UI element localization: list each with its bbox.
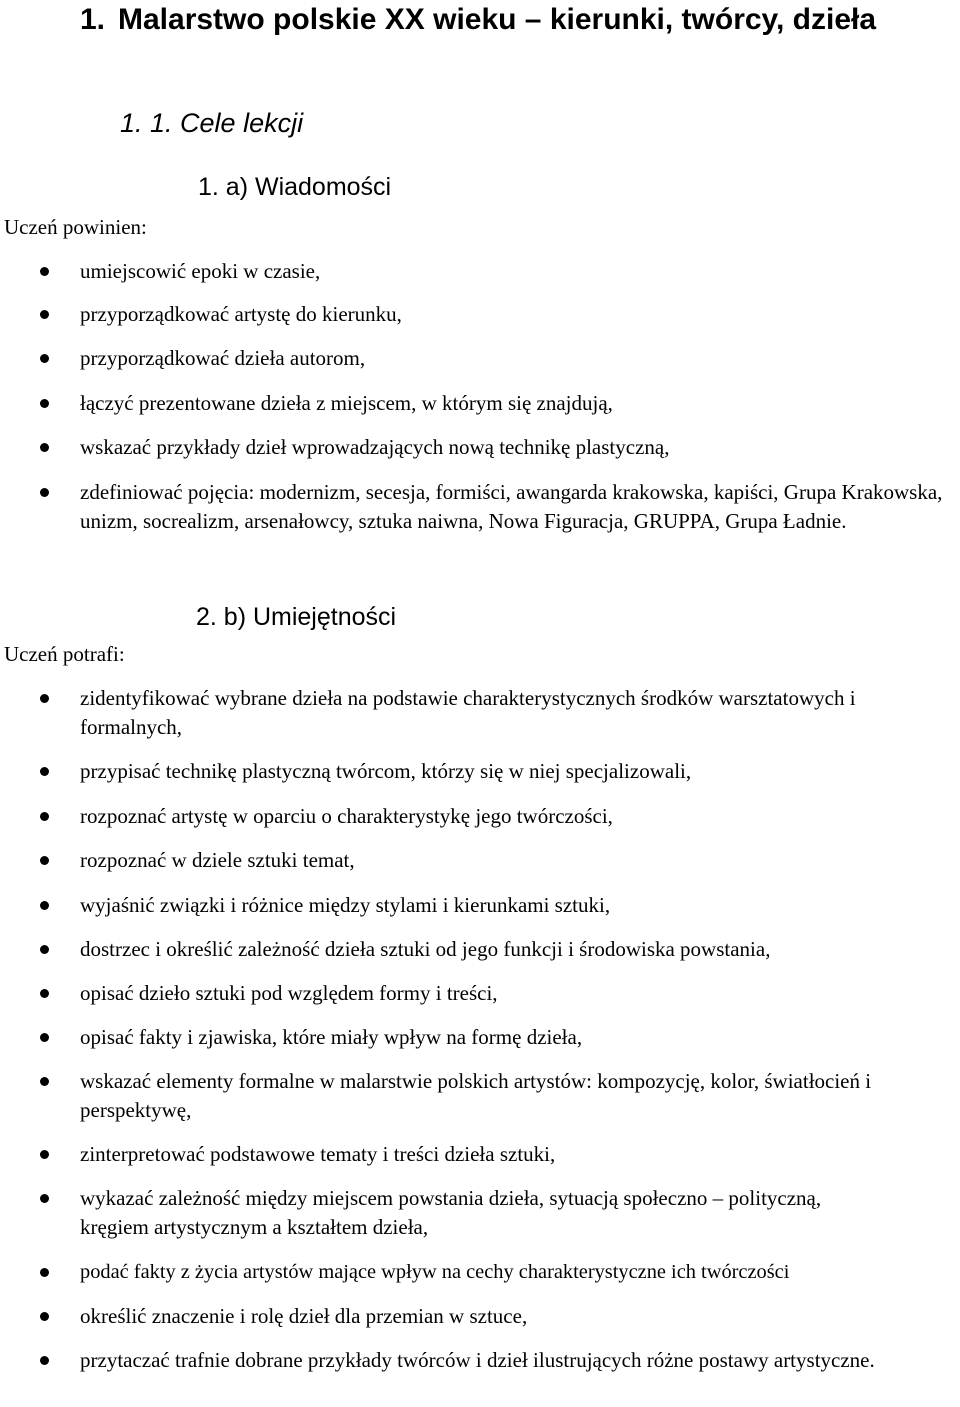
page-title-text: Malarstwo polskie XX wieku – kierunki, twórcy, dzieła — [118, 3, 877, 36]
list-item: wyjaśnić związki i różnice między stylami i kierunkami sztuki, — [80, 891, 960, 920]
page-title — [80, 0, 940, 39]
page-title-number: 1. — [80, 3, 106, 36]
section-heading-lesson-goals: 1. 1. Cele lekcji — [120, 108, 304, 138]
list-item: opisać fakty i zjawiska, które miały wpływ na formę dzieła, — [80, 1023, 960, 1052]
list-item: przyporządkować dzieła autorom, — [80, 344, 960, 373]
skills-lead: Uczeń potrafi: — [4, 642, 125, 666]
bullet-icon — [40, 1194, 49, 1203]
bullet-icon — [40, 310, 49, 319]
knowledge-lead: Uczeń powinien: — [4, 215, 147, 239]
list-item: zidentyfikować wybrane dzieła na podstawie charakterystycznych środków warsztatowych i formalnych, — [80, 684, 860, 742]
list-item: wykazać zależność między miejscem powstania dzieła, sytuacją społeczno – polityczną, kręgiem artystycznym a kształtem dzieła, — [80, 1184, 880, 1242]
list-item: zinterpretować podstawowe tematy i treści dzieła sztuki, — [80, 1140, 960, 1169]
bullet-icon — [40, 1268, 49, 1277]
list-item: dostrzec i określić zależność dzieła sztuki od jego funkcji i środowiska powstania, — [80, 935, 960, 964]
list-item: rozpoznać artystę w oparciu o charakterystykę jego twórczości, — [80, 802, 960, 831]
section-heading-skills: 2. b) Umiejętności — [196, 603, 397, 631]
bullet-icon — [40, 901, 49, 910]
bullet-icon — [40, 443, 49, 452]
bullet-icon — [40, 856, 49, 865]
bullet-icon — [40, 694, 49, 703]
bullet-icon — [40, 812, 49, 821]
list-item: wskazać elementy formalne w malarstwie polskich artystów: kompozycję, kolor, światłocień i perspektywę, — [80, 1067, 920, 1125]
list-item: zdefiniować pojęcia: modernizm, secesja, formiści, awangarda krakowska, kapiści, Grupa Krakowska, unizm, socrealizm, arsenałowcy, sztuka naiwna, Nowa Figuracja, GRUPPA, Grupa Ładnie. — [80, 478, 950, 536]
bullet-icon — [40, 1356, 49, 1365]
list-item: wskazać przykłady dzieł wprowadzających nową technikę plastyczną, — [80, 433, 960, 462]
bullet-icon — [40, 1312, 49, 1321]
list-item: rozpoznać w dziele sztuki temat, — [80, 846, 960, 875]
bullet-icon — [40, 267, 49, 276]
bullet-icon — [40, 945, 49, 954]
bullet-icon — [40, 1077, 49, 1086]
list-item: opisać dzieło sztuki pod względem formy i treści, — [80, 979, 960, 1008]
bullet-icon — [40, 989, 49, 998]
bullet-icon — [40, 1150, 49, 1159]
bullet-icon — [40, 1033, 49, 1042]
list-item: przypisać technikę plastyczną twórcom, którzy się w niej specjalizowali, — [80, 757, 960, 786]
list-item: przytaczać trafnie dobrane przykłady twórców i dzieł ilustrujących różne postawy artystyczne. — [80, 1346, 920, 1375]
list-item: umiejscowić epoki w czasie, — [80, 257, 960, 286]
list-item: określić znaczenie i rolę dzieł dla przemian w sztuce, — [80, 1302, 960, 1331]
list-item: przyporządkować artystę do kierunku, — [80, 300, 960, 329]
list-item: podać fakty z życia artystów mające wpływ na cechy charakterystyczne ich twórczości — [80, 1258, 960, 1287]
bullet-icon — [40, 354, 49, 363]
section-heading-knowledge: 1. a) Wiadomości — [198, 173, 392, 201]
bullet-icon — [40, 488, 49, 497]
bullet-icon — [40, 767, 49, 776]
bullet-icon — [40, 399, 49, 408]
list-item: łączyć prezentowane dzieła z miejscem, w którym się znajdują, — [80, 389, 960, 418]
